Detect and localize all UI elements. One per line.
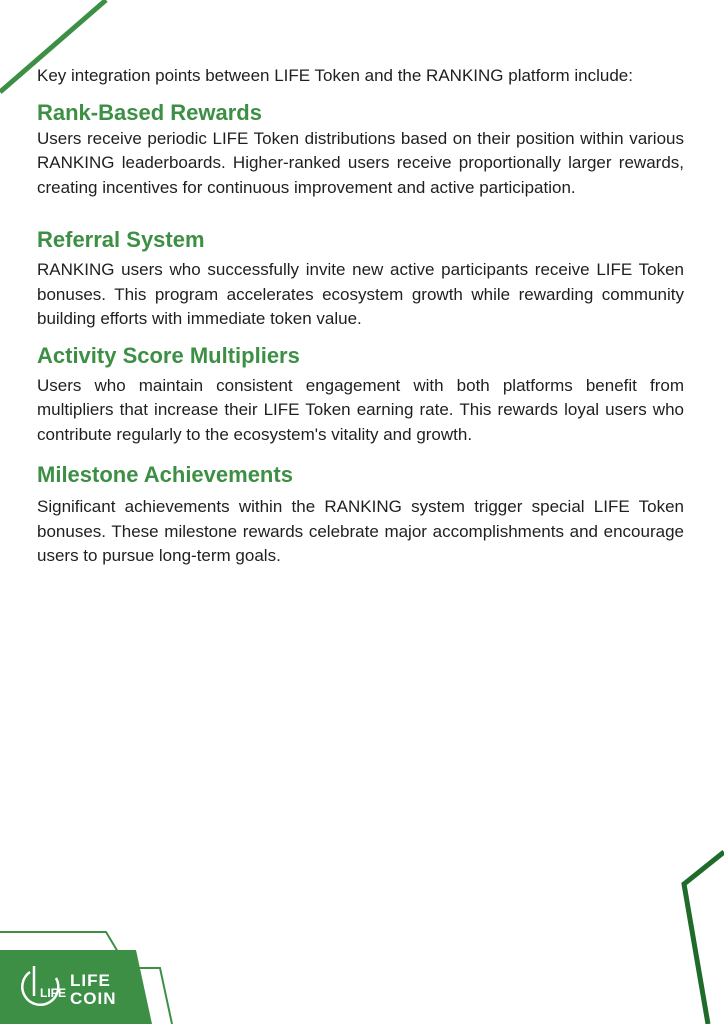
logo-line-1: LIFE — [70, 971, 111, 990]
section-title-activity-score-multipliers: Activity Score Multipliers — [37, 342, 300, 368]
bottom-right-stripe — [684, 852, 724, 1024]
bottom-left-outline-top — [0, 932, 118, 952]
section-title-milestone-achievements: Milestone Achievements — [37, 462, 293, 487]
section-body-rank-based-rewards: Users receive periodic LIFE Token distributions based on their position within various RANKING leaderboards. Higher-ranked users receive proportionally larger rewards, creating incentives for continuous improvement and active participation. — [37, 128, 684, 197]
section-title-rank-based-rewards: Rank-Based Rewards — [37, 99, 262, 125]
intro-paragraph: Key integration points between LIFE Token and the RANKING platform include: — [37, 66, 633, 85]
logo-mark-text: LIFE — [40, 986, 66, 1000]
logo-wordmark — [70, 972, 117, 1008]
logo-line-2: COIN — [70, 989, 117, 1008]
section-title-referral-system: Referral System — [37, 227, 205, 252]
section-body-referral-system: RANKING users who successfully invite new active participants receive LIFE Token bonuses. This program accelerates ecosystem growth while rewarding community building efforts with immediate token value. — [37, 260, 684, 328]
section-body-activity-score-multipliers: Users who maintain consistent engagement with both platforms benefit from multipliers that increase their LIFE Token earning rate. This rewards loyal users who contribute regularly to the ecosystem's vitality and growth. — [37, 375, 684, 444]
section-body-milestone-achievements: Significant achievements within the RANKING system trigger special LIFE Token bonuses. These milestone rewards celebrate major accomplishments and encourage users to pursue long-term goals. — [37, 497, 684, 565]
document-body — [37, 64, 684, 569]
